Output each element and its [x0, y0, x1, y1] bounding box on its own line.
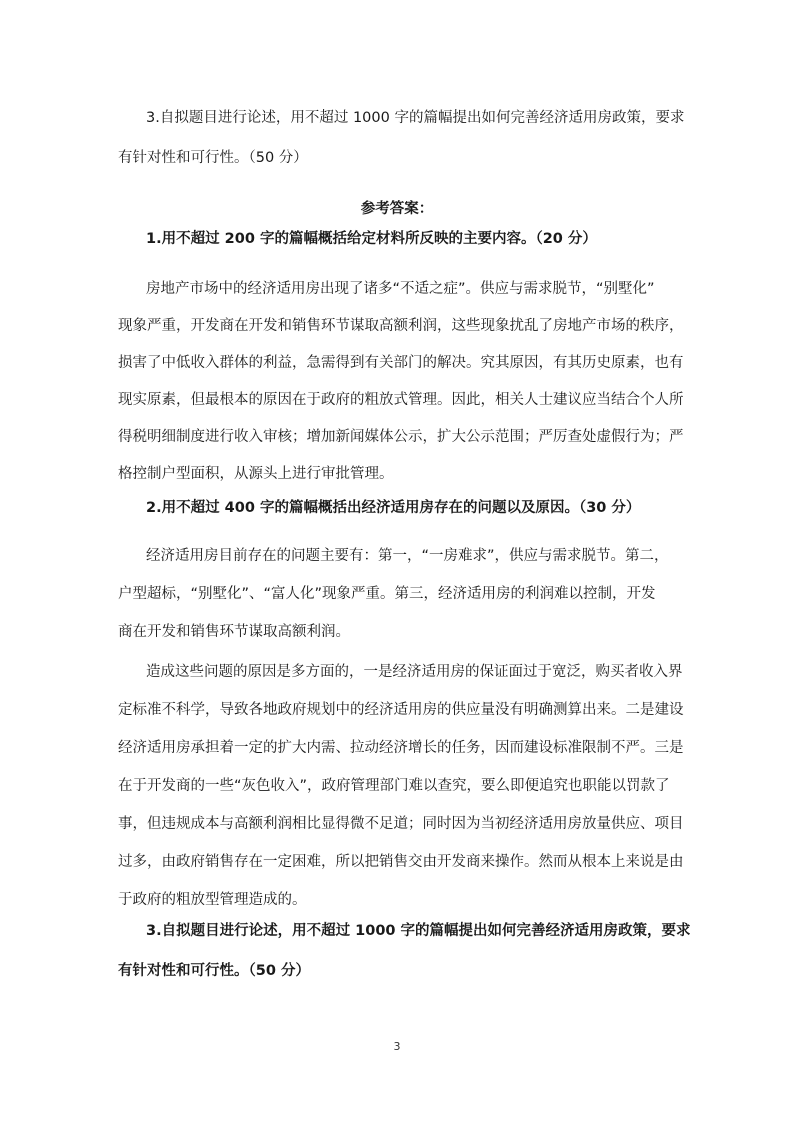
s2-p1-line: 经济适用房目前存在的问题主要有：第一，“一房难求”，供应与需求脱节。第二，: [146, 548, 669, 564]
section-1-heading: 1.用不超过 200 字的篇幅概括给定材料所反映的主要内容。（20 分）: [146, 231, 597, 247]
section-3-heading-line-1: 3.自拟题目进行论述，用不超过 1000 字的篇幅提出如何完善经济适用房政策，要求: [146, 923, 691, 939]
s1-p1-line: 损害了中低收入群体的利益，急需得到有关部门的解决。究其原因，有其历史原素，也有: [118, 355, 684, 371]
s1-p1-line: 格控制户型面积，从源头上进行审批管理。: [118, 466, 394, 482]
q3-intro-line-1: 3.自拟题目进行论述，用不超过 1000 字的篇幅提出如何完善经济适用房政策，要求: [146, 110, 685, 126]
q3-intro-line-2: 有针对性和可行性。（50 分）: [118, 150, 308, 166]
s2-p1-line: 户型超标，“别墅化”、“富人化”现象严重。第三，经济适用房的利润难以控制，开发: [118, 586, 656, 602]
s2-p2-line: 经济适用房承担着一定的扩大内需、拉动经济增长的任务，因而建设标准限制不严。三是: [118, 740, 684, 756]
s2-p2-line: 在于开发商的一些“灰色收入”，政府管理部门难以查究，要么即便追究也职能以罚款了: [118, 778, 670, 794]
s1-p1-line: 房地产市场中的经济适用房出现了诸多“不适之症”。供应与需求脱节，“别墅化”: [146, 281, 655, 297]
s2-p2-line: 造成这些问题的原因是多方面的，一是经济适用房的保证面过于宽泛，购买者收入界: [146, 664, 683, 680]
s1-p1-line: 得税明细制度进行收入审核；增加新闻媒体公示，扩大公示范围；严厉查处虚假行为；严: [118, 429, 684, 445]
s2-p1-line: 商在开发和销售环节谋取高额利润。: [118, 624, 350, 640]
s2-p2-line: 定标准不科学，导致各地政府规划中的经济适用房的供应量没有明确测算出来。二是建设: [118, 702, 684, 718]
s2-p2-line: 过多，由政府销售存在一定困难，所以把销售交由开发商来操作。然而从根本上来说是由: [118, 854, 684, 870]
s1-p1-line: 现象严重，开发商在开发和销售环节谋取高额利润，这些现象扰乱了房地产市场的秩序，: [118, 318, 684, 334]
section-3-heading-line-2: 有针对性和可行性。（50 分）: [118, 963, 310, 979]
s2-p2-line: 于政府的粗放型管理造成的。: [118, 892, 307, 908]
answer-title: 参考答案：: [360, 201, 434, 217]
page-number: 3: [393, 1040, 401, 1053]
section-2-heading: 2.用不超过 400 字的篇幅概括出经济适用房存在的问题以及原因。（30 分）: [146, 500, 641, 516]
s2-p2-line: 事，但违规成本与高额利润相比显得微不足道；同时因为当初经济适用房放量供应、项目: [118, 816, 684, 832]
s1-p1-line: 现实原素，但最根本的原因在于政府的粗放式管理。因此，相关人士建议应当结合个人所: [118, 392, 684, 408]
